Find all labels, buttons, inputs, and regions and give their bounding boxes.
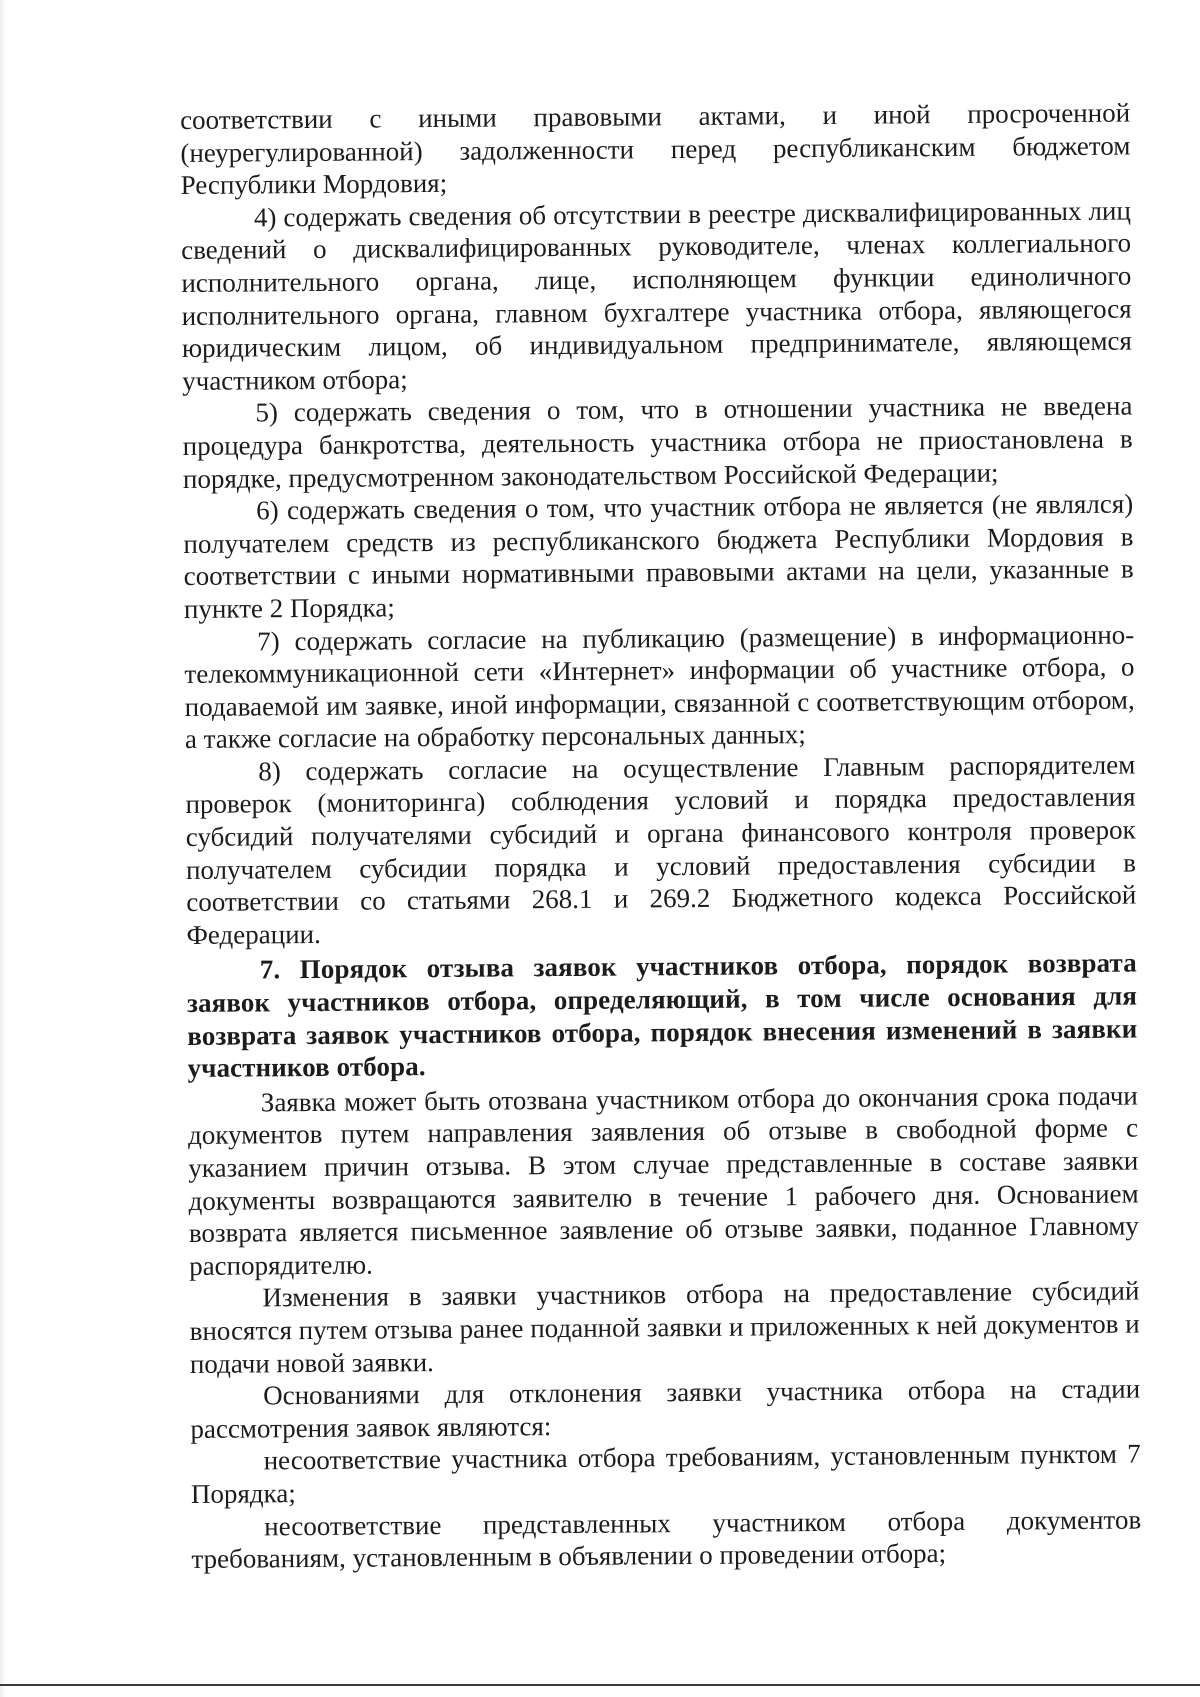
rejection-ground-2: несоответствие представленных участником отбора документов требованиям, установленным в объявлении о проведении отбора; xyxy=(191,1504,1142,1575)
list-item-5: 5) содержать сведения о том, что в отношении участника не введена процедура банкротства, деятельность участника отбора не приостановлена в порядке, предусмотренном законодательством Российской Федерации; xyxy=(182,390,1133,494)
section-heading-7: 7. Порядок отзыва заявок участников отбора, порядок возврата заявок участников отбора, определяющий, в том числе основания для возврата заявок участников отбора, порядок внесения изменений в заявки участников отбора. xyxy=(186,947,1138,1084)
list-item-7: 7) содержать согласие на публикацию (размещение) в информационно-телекоммуникационной сети «Интернет» информации об участнике отбора, о подаваемой им заявке, иной информации, связанной с соответствующим отбором, а также согласие на обработку персональных данных; xyxy=(184,619,1135,755)
paragraph-withdrawal: Заявка может быть отозвана участником отбора до окончания срока подачи документов путем направления заявления об отзыве в свободной форме с указанием причин отзыва. В этом случае представленные в составе заявки документы возвращаются заявителю в течение 1 рабочего дня. Основанием возврата является письменное заявление об отзыве заявки, поданное Главному распорядителю. xyxy=(187,1080,1139,1281)
rejection-ground-1: несоответствие участника отбора требованиям, установленным пунктом 7 Порядка; xyxy=(190,1438,1141,1509)
document-body xyxy=(180,97,1142,1576)
paragraph-changes: Изменения в заявки участников отбора на предоставление субсидий вносятся путем отзыва ранее поданной заявки и приложенных к ней документов и подачи новой заявки. xyxy=(189,1275,1140,1379)
list-item-4: 4) содержать сведения об отсутствии в реестре дисквалифицированных лиц сведений о дисквалифицированных руководителе, членах коллегиального исполнительного органа, лице, исполняющем функции единоличного исполнительного органа, главном бухгалтере участника отбора, являющегося юридическим лицом, об индивидуальном предпринимателе, являющемся участником отбора; xyxy=(181,195,1133,396)
list-item-8: 8) содержать согласие на осуществление Главным распорядителем проверок (мониторинга) соблюдения условий и порядка предоставления субсидий получателями субсидий и органа финансового контроля проверок получателем субсидии порядка и условий предоставления субсидии в соответствии со статьями 268.1 и 269.2 Бюджетного кодекса Российской Федерации. xyxy=(185,749,1137,950)
scan-bottom-edge-line xyxy=(0,1684,1200,1686)
list-item-6: 6) содержать сведения о том, что участник отбора не является (не являлся) получателем средств из республиканского бюджета Республики Мордовия в соответствии с иными нормативными правовыми актами на цели, указанные в пункте 2 Порядка; xyxy=(183,488,1134,624)
scan-edge-shadow xyxy=(0,0,6,1697)
paragraph-continuation: соответствии с иными правовыми актами, и иной просроченной (неурегулированной) задолженности перед республиканским бюджетом Республики Мордовия; xyxy=(180,97,1131,201)
paragraph-rejection-grounds: Основаниями для отклонения заявки участника отбора на стадии рассмотрения заявок являются: xyxy=(190,1373,1141,1444)
